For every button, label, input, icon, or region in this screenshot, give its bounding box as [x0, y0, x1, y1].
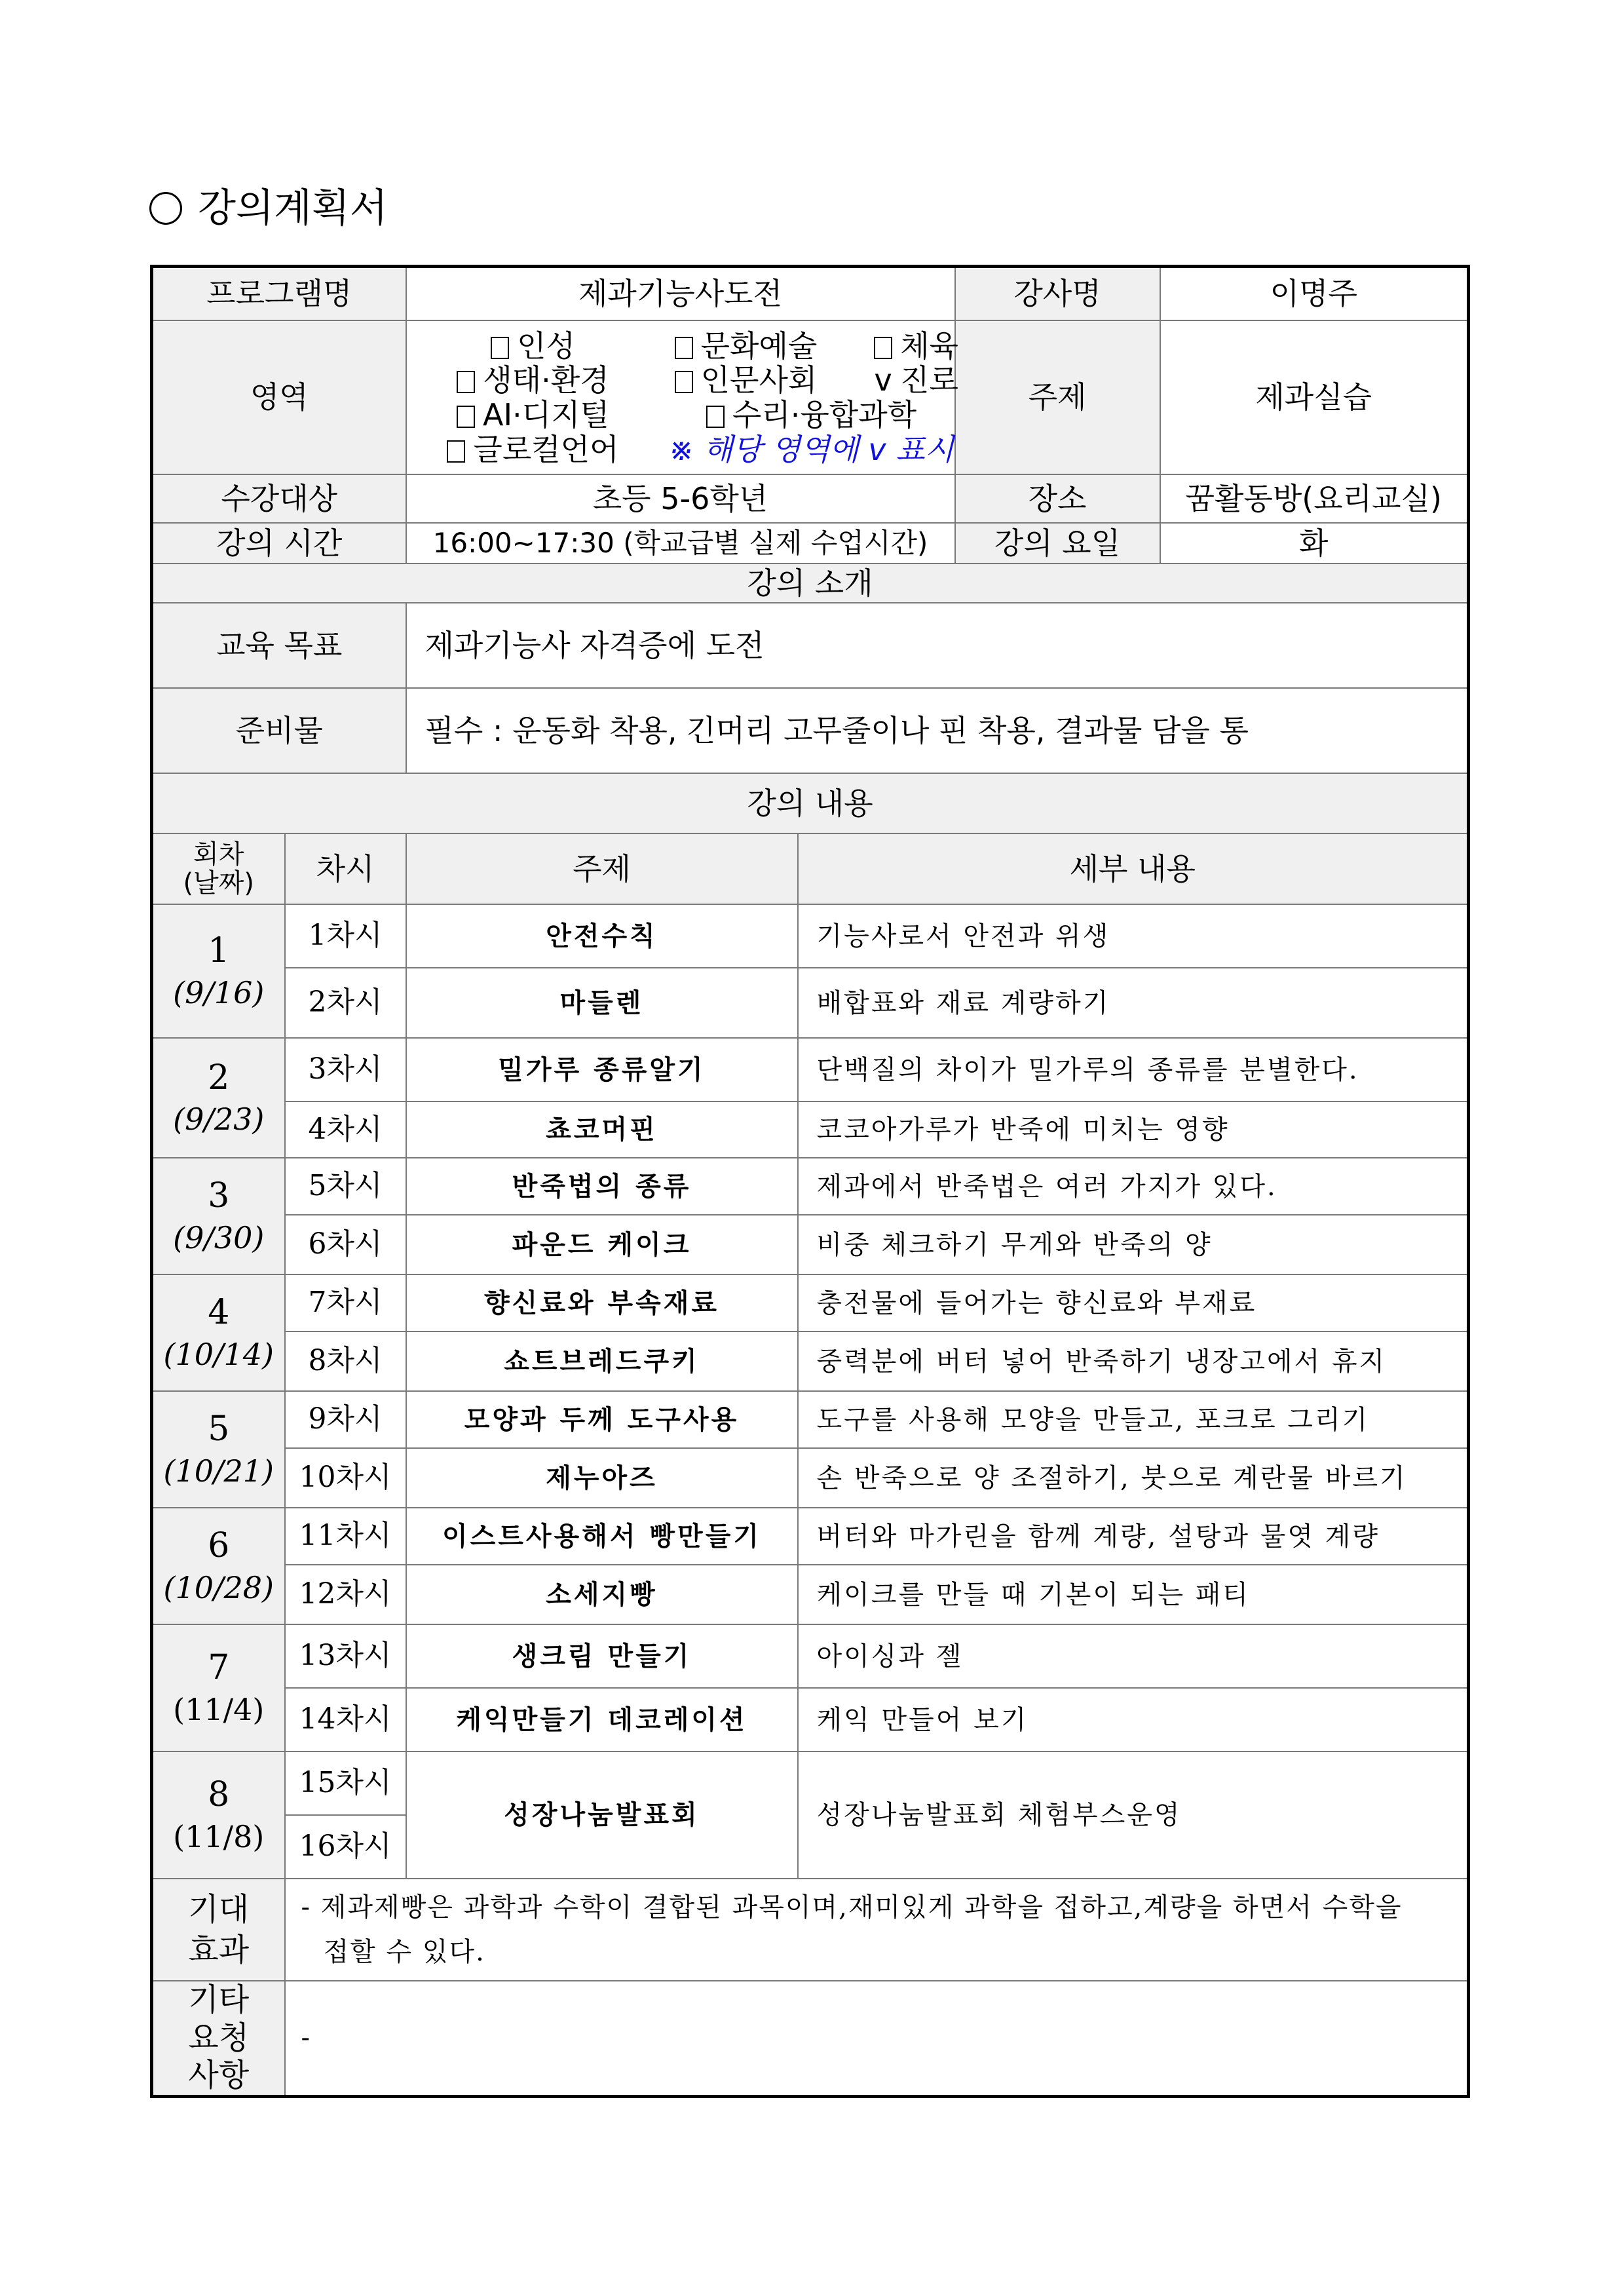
- session-cell: 3차시: [285, 1038, 406, 1101]
- round-cell: 6 (10/28): [152, 1508, 285, 1624]
- session-cell: 5차시: [285, 1158, 406, 1215]
- intro-section-title: 강의 소개: [152, 564, 1469, 603]
- detail-cell: 코코아가루가 반죽에 미치는 영향: [798, 1101, 1469, 1158]
- time-value: 16:00~17:30 (학교급별 실제 수업시간): [406, 523, 955, 564]
- detail-cell: 케이크를 만들 때 기본이 되는 패티: [798, 1565, 1469, 1624]
- round-cell: 2 (9/23): [152, 1038, 285, 1158]
- session-cell: 2차시: [285, 968, 406, 1038]
- session-cell: 10차시: [285, 1448, 406, 1508]
- topic-cell-merged: 성장나눔발표회: [406, 1751, 798, 1879]
- topic-cell: 이스트사용해서 빵만들기: [406, 1508, 798, 1565]
- page-title: [149, 185, 388, 231]
- materials-label: 준비물: [152, 688, 406, 773]
- area-option-ai-digital[interactable]: AI·디지털: [425, 398, 641, 432]
- checkbox-icon: [675, 337, 693, 359]
- session-cell: 12차시: [285, 1565, 406, 1624]
- topic-cell: 모양과 두께 도구사용: [406, 1391, 798, 1448]
- header-topic: 주제: [406, 833, 798, 904]
- checkbox-icon: [491, 337, 509, 359]
- topic-cell: 향신료와 부속재료: [406, 1274, 798, 1331]
- time-label: 강의 시간: [152, 523, 406, 564]
- table-row: [152, 1101, 1469, 1158]
- instructor-label: 강사명: [955, 267, 1160, 320]
- area-label: 영역: [152, 320, 406, 475]
- session-cell: 11차시: [285, 1508, 406, 1565]
- area-option-character[interactable]: 인성: [425, 329, 641, 364]
- round-cell: 5 (10/21): [152, 1391, 285, 1508]
- topic-cell: 파운드 케이크: [406, 1215, 798, 1274]
- content-section-title: 강의 내용: [152, 773, 1469, 833]
- lecture-plan-table: [150, 265, 1470, 2098]
- detail-cell: 아이싱과 젤: [798, 1624, 1469, 1688]
- effects-label: 기대 효과: [152, 1879, 285, 1981]
- detail-cell: 비중 체크하기 무게와 반죽의 양: [798, 1215, 1469, 1274]
- place-label: 장소: [955, 474, 1160, 523]
- round-cell: 7 (11/4): [152, 1624, 285, 1751]
- day-value: 화: [1160, 523, 1469, 564]
- goal-label: 교육 목표: [152, 603, 406, 688]
- checkbox-icon: [447, 440, 465, 463]
- topic-cell: 쵸코머핀: [406, 1101, 798, 1158]
- table-row: [152, 1215, 1469, 1274]
- checkbox-icon: [457, 406, 475, 428]
- topic-cell: 반죽법의 종류: [406, 1158, 798, 1215]
- topic-cell: 쇼트브레드쿠키: [406, 1331, 798, 1391]
- detail-cell: 기능사로서 안전과 위생: [798, 904, 1469, 968]
- effects-value: - 제과제빵은 과학과 수학이 결합된 과목이며,재미있게 과학을 접하고,계량을 하면서 수학을 접할 수 있다.: [285, 1879, 1469, 1981]
- checkbox-icon: [675, 371, 693, 393]
- session-cell: 15차시: [285, 1751, 406, 1815]
- table-row: [152, 1508, 1469, 1565]
- table-row: [152, 1624, 1469, 1688]
- table-row: [152, 1751, 1469, 1815]
- detail-cell: 배합표와 재료 계량하기: [798, 968, 1469, 1038]
- table-row: [152, 1274, 1469, 1331]
- table-row: [152, 968, 1469, 1038]
- area-option-math-science[interactable]: 수리·융합과학: [641, 398, 982, 432]
- area-note: ※ 해당 영역에 v 표시: [668, 432, 954, 468]
- detail-cell: 충전물에 들어가는 향신료와 부재료: [798, 1274, 1469, 1331]
- checkbox-icon: [457, 371, 475, 393]
- goal-value: 제과기능사 자격증에 도전: [406, 603, 1469, 688]
- topic-cell: 밀가루 종류알기: [406, 1038, 798, 1101]
- round-cell: 4 (10/14): [152, 1274, 285, 1391]
- session-cell: 8차시: [285, 1331, 406, 1391]
- detail-cell-merged: 성장나눔발표회 체험부스운영: [798, 1751, 1469, 1879]
- topic-cell: 안전수칙: [406, 904, 798, 968]
- circle-icon: [149, 192, 182, 225]
- topic-cell: 케익만들기 데코레이션: [406, 1688, 798, 1751]
- materials-value: 필수 : 운동화 착용, 긴머리 고무줄이나 핀 착용, 결과물 담을 통: [406, 688, 1469, 773]
- theme-label: 주제: [955, 320, 1160, 475]
- table-row: [152, 1038, 1469, 1101]
- session-cell: 9차시: [285, 1391, 406, 1448]
- topic-cell: 소세지빵: [406, 1565, 798, 1624]
- checkbox-icon: [706, 406, 725, 428]
- program-label: 프로그램명: [152, 267, 406, 320]
- area-option-career[interactable]: v 진로: [874, 362, 958, 398]
- target-value: 초등 5-6학년: [406, 474, 955, 523]
- header-session: 차시: [285, 833, 406, 904]
- target-label: 수강대상: [152, 474, 406, 523]
- detail-cell: 버터와 마가린을 함께 계량, 설탕과 물엿 계량: [798, 1508, 1469, 1565]
- table-row: [152, 904, 1469, 968]
- area-options: [406, 320, 958, 475]
- table-row: [152, 1331, 1469, 1391]
- header-detail: 세부 내용: [798, 833, 1469, 904]
- table-row: [152, 1688, 1469, 1751]
- round-cell: 3 (9/30): [152, 1158, 285, 1274]
- requests-value: -: [285, 1981, 1469, 2096]
- theme-value: 제과실습: [1160, 320, 1469, 475]
- area-option-ecology[interactable]: 생태·환경: [425, 363, 641, 398]
- session-cell: 7차시: [285, 1274, 406, 1331]
- area-option-culture-art[interactable]: 문화예술: [641, 329, 851, 364]
- place-value: 꿈활동방(요리교실): [1160, 474, 1469, 523]
- program-value: 제과기능사도전: [406, 267, 955, 320]
- session-cell: 4차시: [285, 1101, 406, 1158]
- check-mark-icon: v: [874, 362, 892, 398]
- detail-cell: 제과에서 반죽법은 여러 가지가 있다.: [798, 1158, 1469, 1215]
- area-option-humanities[interactable]: 인문사회: [641, 363, 851, 398]
- table-row: [152, 1158, 1469, 1215]
- topic-cell: 제누아즈: [406, 1448, 798, 1508]
- session-cell: 16차시: [285, 1815, 406, 1879]
- detail-cell: 케익 만들어 보기: [798, 1688, 1469, 1751]
- requests-label: 기타 요청 사항: [152, 1981, 285, 2096]
- topic-cell: 생크림 만들기: [406, 1624, 798, 1688]
- checkbox-icon: [874, 337, 892, 359]
- instructor-value: 이명주: [1160, 267, 1469, 320]
- content-header-row: [152, 833, 1469, 904]
- table-row: [152, 1448, 1469, 1508]
- area-option-global-language[interactable]: 글로컬언어: [425, 432, 641, 467]
- detail-cell: 도구를 사용해 모양을 만들고, 포크로 그리기: [798, 1391, 1469, 1448]
- session-cell: 1차시: [285, 904, 406, 968]
- day-label: 강의 요일: [955, 523, 1160, 564]
- detail-cell: 단백질의 차이가 밀가루의 종류를 분별한다.: [798, 1038, 1469, 1101]
- detail-cell: 중력분에 버터 넣어 반죽하기 냉장고에서 휴지: [798, 1331, 1469, 1391]
- topic-cell: 마들렌: [406, 968, 798, 1038]
- header-round: 회차 (날짜): [152, 833, 285, 904]
- session-cell: 6차시: [285, 1215, 406, 1274]
- session-cell: 13차시: [285, 1624, 406, 1688]
- detail-cell: 손 반죽으로 양 조절하기, 붓으로 계란물 바르기: [798, 1448, 1469, 1508]
- page-title-text: 강의계획서: [198, 185, 388, 231]
- table-row: [152, 1565, 1469, 1624]
- session-cell: 14차시: [285, 1688, 406, 1751]
- round-cell: 1 (9/16): [152, 904, 285, 1038]
- area-option-pe[interactable]: 체육: [851, 329, 982, 364]
- round-cell: 8 (11/8): [152, 1751, 285, 1879]
- table-row: [152, 1391, 1469, 1448]
